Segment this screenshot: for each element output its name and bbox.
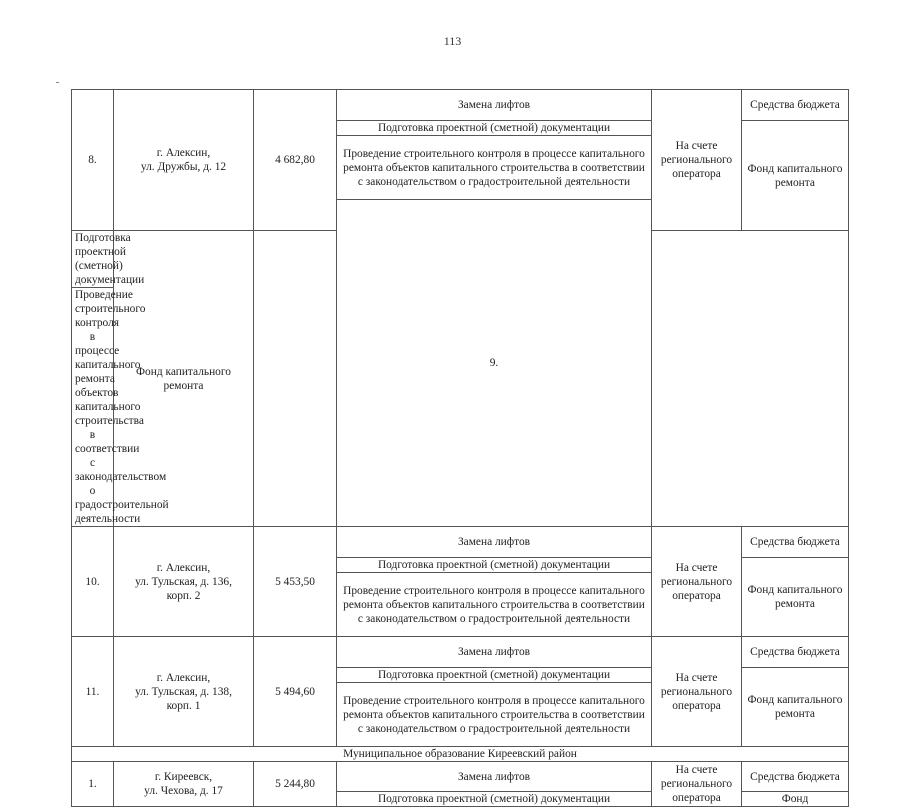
funding-source: Фонд капитального ремонта — [742, 668, 849, 747]
method-cell: На счете регионального оператора — [652, 762, 742, 807]
table-row — [72, 90, 849, 121]
work-item: Проведение строительного контроля в процессе капитального ремонта объектов капитального строительства в соответствии с законодательством о градостроительной деятельности — [337, 136, 652, 200]
address-line: ул. Тульская, д. 136, — [135, 575, 232, 588]
funding-source: Средства бюджета — [742, 637, 849, 668]
funding-source: Фонд капитального ремонта — [742, 121, 849, 231]
work-item: Подготовка проектной (сметной) документации — [72, 231, 114, 288]
work-item: Замена лифтов — [337, 637, 652, 668]
scan-mark — [56, 82, 59, 83]
method-cell: На счете регионального оператора — [652, 527, 742, 637]
work-item: Проведение строительного контроля в процессе капитального ремонта объектов капитального строительства в соответствии с законодательством о градостроительной деятельности — [72, 288, 114, 527]
page-number: 113 — [443, 34, 462, 48]
funding-source: Средства бюджета — [742, 90, 849, 121]
area-cell: 4 682,80 — [254, 90, 337, 231]
address-line: ул. Тульская, д. 138, — [135, 685, 232, 698]
municipality-header: Муниципальное образование Киреевский район — [72, 747, 849, 762]
work-item: Проведение строительного контроля в процессе капитального ремонта объектов капитального строительства в соответствии с законодательством о градостроительной деятельности — [337, 683, 652, 747]
address-line: ул. Чехова, д. 17 — [144, 785, 223, 797]
funding-source: Средства бюджета — [742, 762, 849, 792]
address-line: корп. 1 — [166, 699, 201, 712]
address-line: г. Алексин, — [156, 671, 211, 684]
address-cell — [114, 637, 254, 747]
work-item: Замена лифтов — [337, 527, 652, 558]
address-cell — [114, 527, 254, 637]
funding-source: Фонд капитального ремонта — [114, 231, 254, 527]
work-item: Подготовка проектной (сметной) документации — [337, 792, 652, 807]
area-cell: 5 244,80 — [254, 762, 337, 807]
table-body — [72, 90, 849, 807]
method-cell: На счете регионального оператора — [652, 637, 742, 747]
table-row — [72, 762, 849, 792]
funding-source: Фонд капитального ремонта — [742, 558, 849, 637]
funding-source: Фонд — [742, 792, 849, 807]
area-cell: 5 494,60 — [254, 637, 337, 747]
table-row — [72, 747, 849, 762]
address-line: ул. Дружбы, д. 12 — [140, 161, 227, 173]
row-number: 10. — [72, 527, 114, 637]
row-number: 8. — [72, 90, 114, 231]
method-cell: На счете регионального оператора — [652, 90, 742, 231]
address-line: г. Алексин, — [156, 561, 211, 574]
work-item: Проведение строительного контроля в процессе капитального ремонта объектов капитального строительства в соответствии с законодательством о градостроительной деятельности — [337, 573, 652, 637]
funding-source: Средства бюджета — [742, 527, 849, 558]
address-line: г. Киреевск, — [154, 771, 213, 783]
table-row — [72, 527, 849, 558]
row-number: 11. — [72, 637, 114, 747]
area-cell: 5 453,50 — [254, 527, 337, 637]
row-number: 1. — [72, 762, 114, 807]
address-line: корп. 2 — [166, 589, 201, 602]
work-item: Подготовка проектной (сметной) документации — [337, 121, 652, 136]
address-cell — [114, 762, 254, 807]
work-item: Замена лифтов — [337, 90, 652, 121]
table-row — [72, 637, 849, 668]
work-item: Замена лифтов — [337, 762, 652, 792]
repair-schedule-table — [71, 89, 849, 807]
work-item: Подготовка проектной (сметной) документации — [337, 668, 652, 683]
work-item: Подготовка проектной (сметной) документации — [337, 558, 652, 573]
address-cell — [114, 90, 254, 231]
address-line: г. Алексин, — [156, 147, 211, 159]
row-number: 9. — [337, 200, 652, 527]
